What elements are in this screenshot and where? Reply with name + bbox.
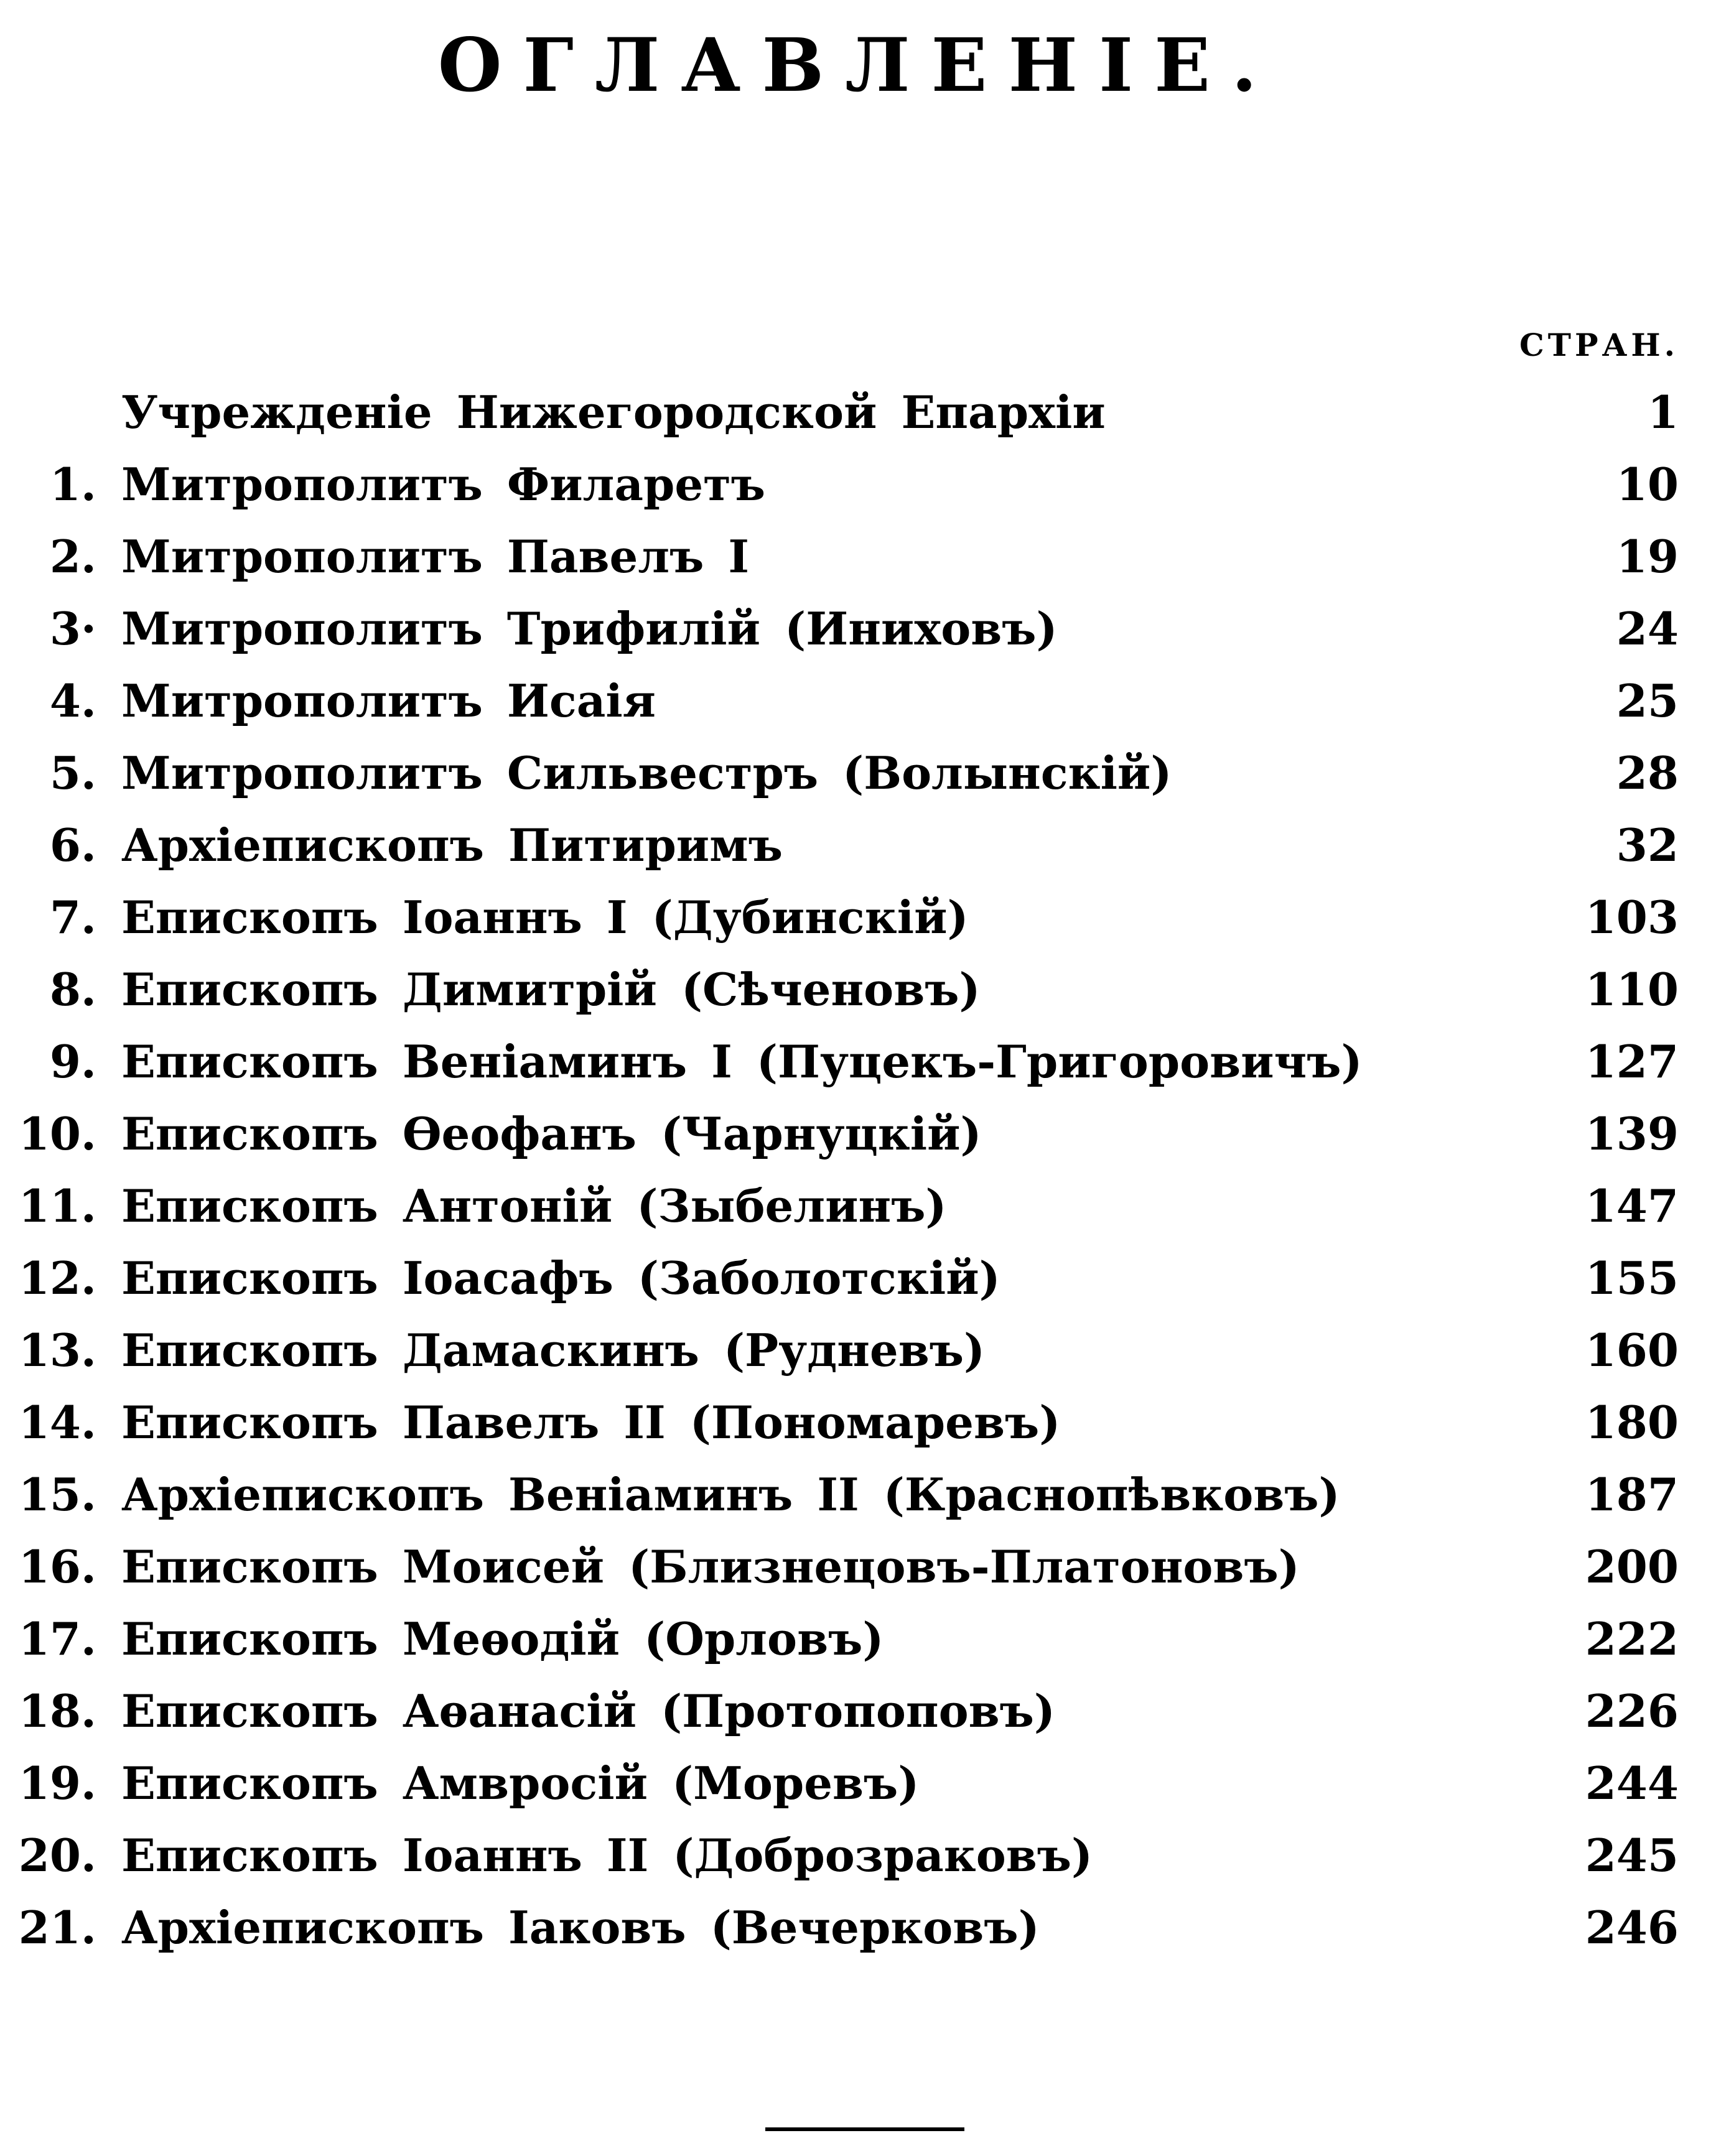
- toc-row: [0, 1747, 1716, 1819]
- toc-entry-page: 10: [1616, 458, 1679, 511]
- toc-entry-page: 103: [1585, 891, 1679, 944]
- toc-row: [0, 1892, 1716, 1964]
- toc-entry-title: Епископъ Димитрій (Сѣченовъ): [121, 963, 981, 1016]
- toc-entry-number: 1.: [49, 458, 96, 511]
- toc-entry-number: 21.: [18, 1901, 96, 1954]
- toc-entry-number: 11.: [18, 1179, 96, 1232]
- toc-entry-page: 25: [1616, 674, 1679, 727]
- toc-entry-page: 245: [1585, 1829, 1679, 1882]
- toc-entry-number: 15.: [18, 1468, 96, 1521]
- toc-entry-title: Епископъ Меѳодій (Орловъ): [121, 1612, 884, 1665]
- toc-entry-page: 24: [1616, 602, 1679, 655]
- toc-entry-title: Епископъ Моисей (Близнецовъ-Платоновъ): [121, 1540, 1300, 1593]
- toc-entry-page: 155: [1585, 1252, 1679, 1304]
- toc-row: [0, 881, 1716, 954]
- toc-entry-page: 200: [1585, 1540, 1679, 1593]
- toc-entry-title: Епископъ Іоаннъ І (Дубинскій): [121, 891, 969, 944]
- toc-row: [0, 1170, 1716, 1242]
- toc-row: [0, 1314, 1716, 1387]
- toc-entry-title: Епископъ Іоаннъ ІІ (Доброзраковъ): [121, 1829, 1093, 1882]
- page-title: ОГЛАВЛЕНІЕ.: [437, 22, 1279, 108]
- toc-entry-page: 180: [1585, 1396, 1679, 1449]
- toc-row: [0, 448, 1716, 521]
- toc-entry-page: 187: [1585, 1468, 1679, 1521]
- toc-row: [0, 1098, 1716, 1170]
- toc-row: [0, 1387, 1716, 1459]
- toc-row: [0, 737, 1716, 809]
- toc-entry-title: Епископъ Амвросій (Моревъ): [121, 1757, 920, 1810]
- toc-row: [0, 593, 1716, 665]
- toc-entry-number: 16.: [18, 1540, 96, 1593]
- toc-entry-page: 1: [1647, 386, 1679, 439]
- toc-entry-title: Епископъ Веніаминъ І (Пуцекъ-Григоровичъ): [121, 1035, 1363, 1088]
- toc-entry-page: 127: [1585, 1035, 1679, 1088]
- toc-entry-page: 110: [1585, 963, 1679, 1016]
- toc-entry-title: Митрополитъ Трифилій (Иниховъ): [121, 602, 1058, 655]
- closing-rule: [765, 2127, 964, 2131]
- toc-row: [0, 1675, 1716, 1747]
- toc-entry-title: Митрополитъ Павелъ І: [121, 530, 750, 583]
- toc-entry-page: 244: [1585, 1757, 1679, 1810]
- toc-entry-page: 222: [1585, 1612, 1679, 1665]
- toc-entry-title: Архіепископъ Питиримъ: [121, 819, 783, 871]
- toc-entry-title: Епископъ Аѳанасій (Протопоповъ): [121, 1684, 1055, 1737]
- toc-entry-title: Епископъ Іоасафъ (Заболотскій): [121, 1252, 1000, 1304]
- toc-row: [0, 1242, 1716, 1314]
- pages-column-header: СТРАН.: [1519, 327, 1679, 363]
- toc-entry-page: 139: [1585, 1107, 1679, 1160]
- toc-entry-title: Митрополитъ Сильвестръ (Волынскій): [121, 746, 1172, 799]
- toc-row: [0, 1531, 1716, 1603]
- toc-entry-number: 14.: [18, 1396, 96, 1449]
- toc-row: [0, 1026, 1716, 1098]
- toc-row: [0, 1459, 1716, 1531]
- toc-entry-number: 18.: [18, 1684, 96, 1737]
- toc-row: [0, 376, 1716, 448]
- toc-entry-page: 28: [1616, 746, 1679, 799]
- toc-entry-number: 4.: [49, 674, 96, 727]
- toc-row: [0, 1603, 1716, 1675]
- toc-entry-number: 2.: [49, 530, 96, 583]
- toc-row: [0, 665, 1716, 737]
- toc-entry-title: Епископъ Павелъ ІІ (Пономаревъ): [121, 1396, 1061, 1449]
- toc-entry-number: 8.: [49, 963, 96, 1016]
- toc-entry-title: Епископъ Дамаскинъ (Рудневъ): [121, 1324, 986, 1377]
- toc-entry-page: 160: [1585, 1324, 1679, 1377]
- toc-entry-number: 17.: [18, 1612, 96, 1665]
- toc-entry-page: 147: [1585, 1179, 1679, 1232]
- toc-entry-page: 19: [1616, 530, 1679, 583]
- toc-row: [0, 521, 1716, 593]
- toc-entry-number: 3·: [49, 602, 96, 655]
- toc-entry-number: 12.: [18, 1252, 96, 1304]
- toc-entry-title: Епископъ Антоній (Зыбелинъ): [121, 1179, 947, 1232]
- toc-entry-number: 5.: [49, 746, 96, 799]
- toc-entry-number: 20.: [18, 1829, 96, 1882]
- toc-row: [0, 809, 1716, 881]
- toc-entry-title: Епископъ Ѳеофанъ (Чарнуцкій): [121, 1107, 982, 1160]
- toc-entry-number: 13.: [18, 1324, 96, 1377]
- toc-entry-number: 7.: [49, 891, 96, 944]
- toc-entry-title: Архіепископъ Іаковъ (Вечерковъ): [121, 1901, 1040, 1954]
- toc-entry-number: 9.: [49, 1035, 96, 1088]
- toc-entry-page: 32: [1616, 819, 1679, 871]
- toc-entry-page: 246: [1585, 1901, 1679, 1954]
- toc-entry-number: 6.: [49, 819, 96, 871]
- toc-entry-title: Митрополитъ Исаія: [121, 674, 656, 727]
- table-of-contents: [0, 376, 1716, 1964]
- toc-entry-title: Архіепископъ Веніаминъ ІІ (Краснопѣвковъ): [121, 1468, 1340, 1521]
- toc-entry-number: 10.: [18, 1107, 96, 1160]
- toc-row: [0, 1819, 1716, 1892]
- toc-entry-number: 19.: [18, 1757, 96, 1810]
- toc-row: [0, 954, 1716, 1026]
- toc-entry-title: Митрополитъ Филаретъ: [121, 458, 766, 511]
- toc-entry-page: 226: [1585, 1684, 1679, 1737]
- toc-entry-title: Учрежденіе Нижегородской Епархіи: [121, 386, 1106, 439]
